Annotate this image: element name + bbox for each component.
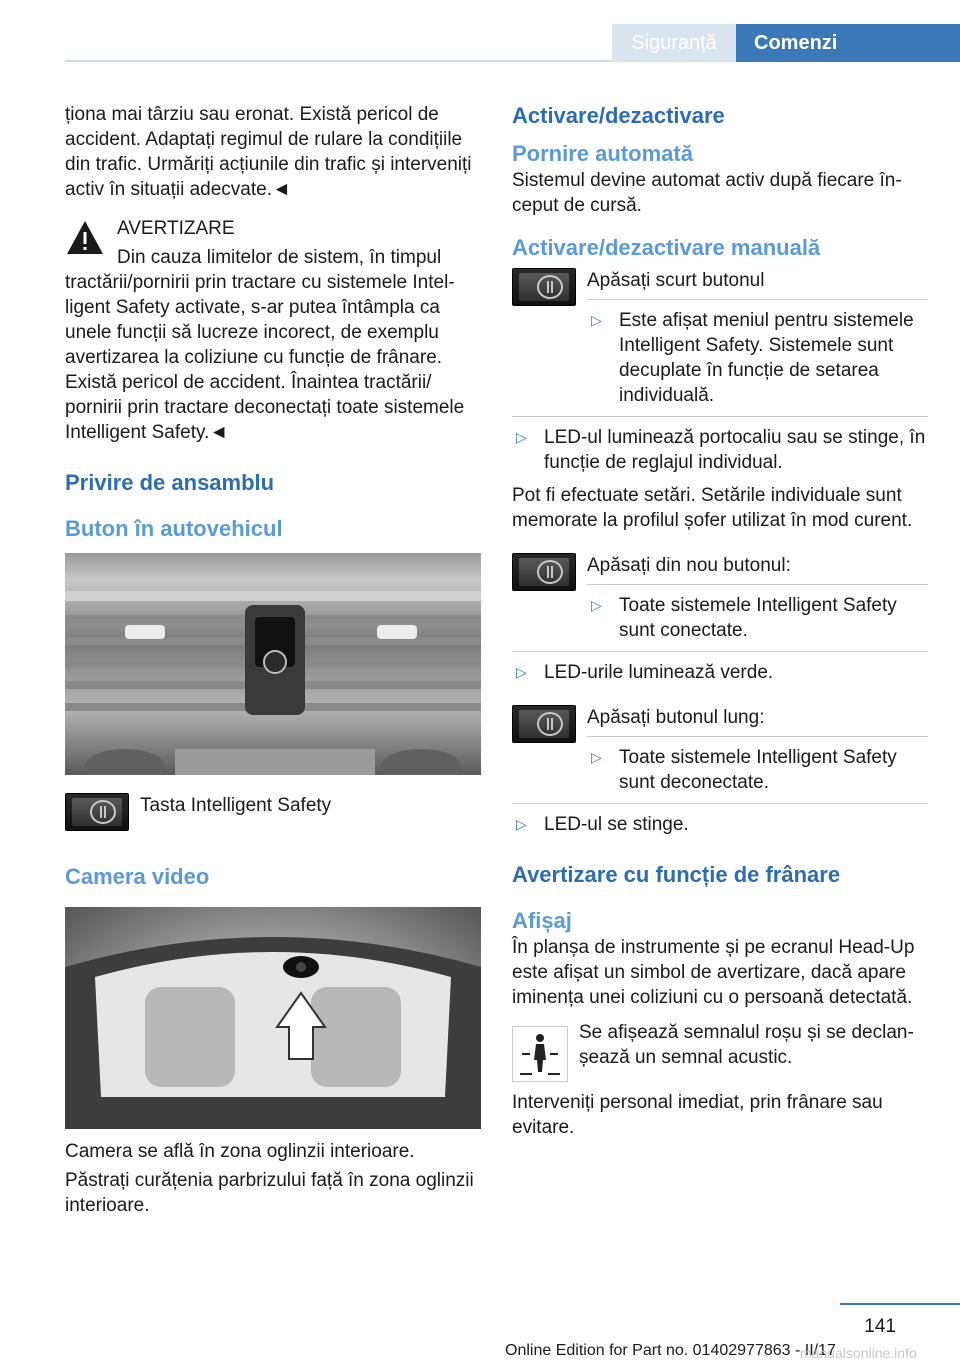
button-caption: Tasta Intelligent Safety <box>140 795 332 816</box>
step2-sublist <box>587 584 928 643</box>
camera-photo <box>65 907 481 1129</box>
list-item: ▷ LED-ul luminează portocaliu sau se stinge, în funcție de reglajul individual. <box>516 427 926 473</box>
warning-block <box>65 216 481 445</box>
left-column <box>65 102 481 1228</box>
intelligent-safety-button-icon <box>65 793 129 831</box>
dashboard-button-photo <box>65 553 481 775</box>
step2-row <box>512 553 928 643</box>
step1-row <box>512 268 928 408</box>
step3-sublist <box>587 736 928 795</box>
intelligent-safety-button-icon <box>512 553 576 591</box>
heading-brake-warning: Avertizare cu funcție de frânare <box>512 862 841 887</box>
intervene-text: Interveniți personal imediat, prin frânare sau evitare. <box>512 1092 883 1138</box>
heading-button-in-vehicle: Buton în autovehicul <box>65 516 283 541</box>
heading-activation: Activare/dezactivare <box>512 103 725 128</box>
heading-display: Afișaj <box>512 908 572 933</box>
step2-result-list <box>512 651 928 685</box>
list-item: ▷ Toate sistemele Intelligent Safety sunt deconectate. <box>591 747 897 793</box>
triangle-bullet-icon: ▷ <box>591 597 602 613</box>
settings-text: Pot fi efectuate setări. Setările individuale sunt memorate la profilul șofer utilizat în mod curent. <box>512 485 913 531</box>
step3-result-list <box>512 803 928 837</box>
button-caption-row <box>65 793 481 833</box>
triangle-bullet-icon: ▷ <box>591 749 602 765</box>
footer-rule <box>840 1303 960 1305</box>
step1-sublist <box>587 299 928 408</box>
triangle-bullet-icon: ▷ <box>516 816 527 832</box>
camera-location-text: Camera se află în zona oglinzii interioare. <box>65 1141 415 1162</box>
list-item: ▷ Toate sistemele Intelligent Safety sunt conectate. <box>591 595 897 641</box>
step1-label: Apăsați scurt butonul <box>587 270 765 291</box>
warning-title: AVERTIZARE <box>117 218 235 239</box>
triangle-bullet-icon: ▷ <box>516 429 527 445</box>
step3-label: Apăsați butonul lung: <box>587 707 765 728</box>
page-number: 141 <box>864 1316 896 1337</box>
step2-label: Apăsați din nou butonul: <box>587 555 791 576</box>
list-item: ▷ LED-ul se stinge. <box>516 814 689 835</box>
auto-start-text: Sistemul devine automat activ după fiecare început de cursă. <box>512 170 902 216</box>
intelligent-safety-button-icon <box>512 268 576 306</box>
warning-text: Din cauza limitelor de sistem, în timpul tractării/pornirii prin tractare cu sistemele Intelligent Safety activate, s-ar putea întâmpla ca unele funcții să lucreze incorect, de exemplu avertizarea la coliziune cu funcție de frânare. Există pericol de accident. Înaintea tractării/ pornirii prin tractare deconectați toate sistemele Intelligent Safety.◄ <box>65 247 465 443</box>
edition-text: Online Edition for Part no. 01402977863 - II/17 <box>505 1342 836 1359</box>
heading-auto-start: Pornire automată <box>512 141 693 166</box>
camera-clean-text: Păstrați curățenia parbrizului față în zona oglinzii interioare. <box>65 1170 474 1216</box>
warning-triangle-icon <box>65 218 105 258</box>
header-tab-section: Siguranță <box>612 24 736 62</box>
pedestrian-warning-icon <box>512 1026 568 1082</box>
list-item: ▷ LED-urile luminează verde. <box>516 662 774 683</box>
intelligent-safety-button-icon <box>512 705 576 743</box>
signal-row <box>512 1020 928 1078</box>
header-tab-chapter: Comenzi <box>736 24 960 62</box>
triangle-bullet-icon: ▷ <box>516 664 527 680</box>
list-item: ▷ Este afișat meniul pentru sistemele Intelligent Safety. Sistemele sunt decuplate în funcție de setarea individuală. <box>591 310 914 406</box>
triangle-bullet-icon: ▷ <box>591 312 602 328</box>
display-text: În planșa de instrumente și pe ecranul Head-Up este afișat un simbol de avertizare, dacă apare iminența unei coliziuni cu o persoană detectată. <box>512 937 915 1008</box>
watermark: manualsonline.info <box>800 1345 917 1361</box>
heading-manual: Activare/dezactivare manuală <box>512 235 821 260</box>
heading-camera: Camera video <box>65 864 210 889</box>
step3-row <box>512 705 928 795</box>
signal-text: Se afișează semnalul roșu și se declanșează un semnal acustic. <box>579 1022 914 1068</box>
step1-result-list <box>512 416 928 475</box>
intro-paragraph: ționa mai târziu sau eronat. Există pericol de accident. Adaptați regimul de rulare la condițiile din trafic. Urmăriți acțiunile din trafic și interveniți activ în situații adecvate.◄ <box>65 104 472 200</box>
right-column <box>512 102 928 1150</box>
heading-overview: Privire de ansamblu <box>65 470 275 495</box>
